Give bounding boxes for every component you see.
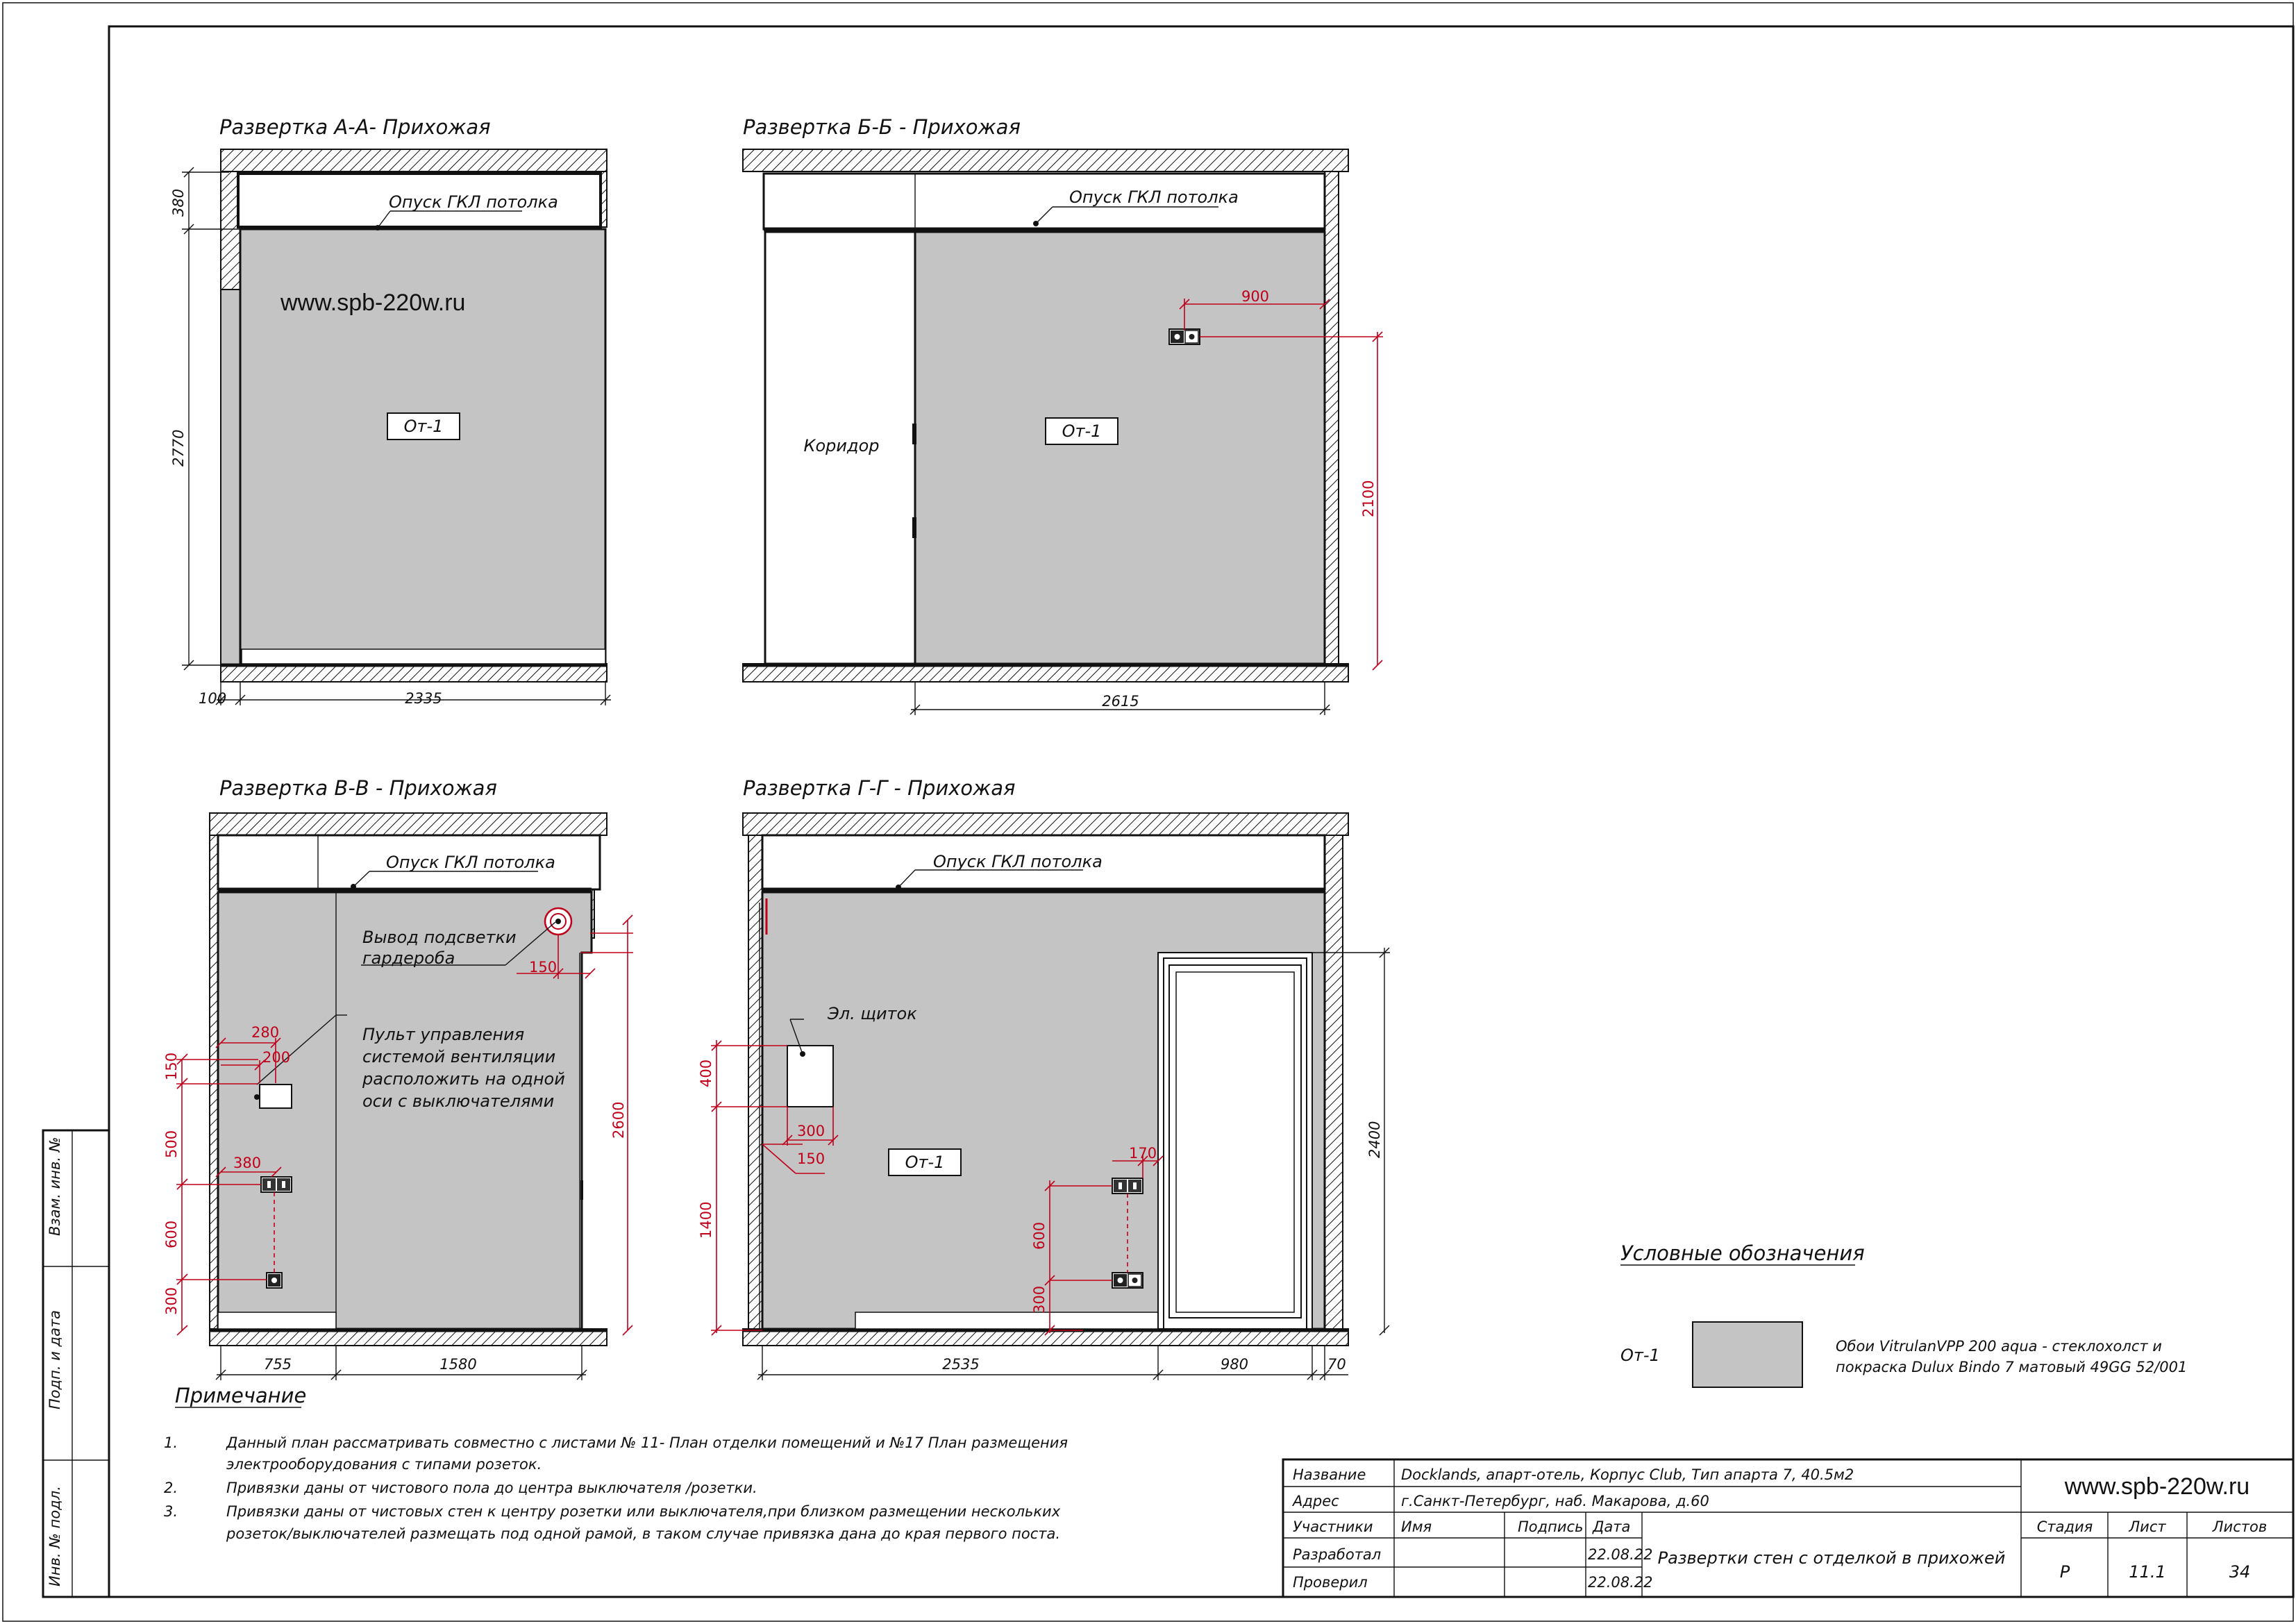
tb-sheets: 34 (2229, 1562, 2251, 1582)
view-b-title: Развертка Б-Б - Прихожая (743, 115, 1021, 139)
view-b-ceiling-drop (764, 174, 1325, 229)
view-c-panel-note-1: Пульт управления (362, 1025, 525, 1044)
view-c-switch (261, 1177, 292, 1192)
tb-sheets-label: Листов (2212, 1518, 2268, 1535)
view-b-dim-2100: 2100 (1360, 480, 1377, 517)
view-d-d (698, 776, 1390, 1380)
view-d-dim-400: 400 (698, 1059, 714, 1087)
note-1-number: 1. (164, 1434, 178, 1451)
view-c-dim-280: 280 (251, 1024, 280, 1041)
view-b-dim-2615: 2615 (1102, 693, 1139, 710)
view-d-title: Развертка Г-Г - Прихожая (743, 776, 1016, 800)
view-b-corridor-label: Коридор (803, 436, 880, 455)
view-d-dim-2535: 2535 (942, 1356, 980, 1373)
view-c-c (163, 776, 633, 1380)
view-a-dim-380: 380 (170, 188, 187, 217)
title-block (1283, 1459, 2293, 1597)
view-c-ventilation-panel (260, 1085, 292, 1108)
legend-title: Условные обозначения (1620, 1241, 1865, 1265)
note-3-number: 3. (164, 1503, 178, 1520)
tb-participants: Участники (1293, 1518, 1373, 1535)
view-c-dim-755: 755 (263, 1356, 292, 1373)
view-c-title: Развертка В-В - Прихожая (219, 776, 497, 800)
view-c-socket (267, 1273, 282, 1288)
tb-stage-label: Стадия (2036, 1518, 2093, 1535)
view-c-dim-500: 500 (163, 1130, 180, 1158)
note-1-line-2: электрооборудования с типами розеток. (226, 1456, 542, 1473)
view-d-ceiling-label: Опуск ГКЛ потолка (933, 852, 1103, 871)
view-a-ceiling-label: Опуск ГКЛ потолка (389, 192, 558, 212)
view-b-ceiling-label: Опуск ГКЛ потолка (1069, 187, 1239, 207)
tb-name-label: Название (1293, 1466, 1366, 1483)
legend-code: От-1 (1620, 1346, 1660, 1365)
view-c-panel-note-4: оси с выключателями (362, 1091, 555, 1111)
view-c-dim-150-top: 150 (529, 959, 558, 976)
view-a-dim-100: 100 (199, 690, 227, 707)
view-a-dim-2335: 2335 (405, 690, 442, 707)
stamp-sign-label: Подп. и дата (47, 1309, 63, 1409)
tb-address-value: г.Санкт-Петербург, наб. Макарова, д.60 (1401, 1493, 1709, 1509)
view-d-dim-300b: 300 (1031, 1285, 1048, 1314)
tb-checked-date: 22.08.22 (1588, 1574, 1653, 1591)
stamp-inv-label: Инв. № подл. (47, 1486, 63, 1587)
tb-stage: Р (2059, 1562, 2070, 1582)
tb-developed-date: 22.08.22 (1588, 1546, 1653, 1563)
view-d-dim-70: 70 (1327, 1356, 1346, 1373)
view-c-dim-2600: 2600 (610, 1101, 627, 1139)
view-c-dim-1580: 1580 (439, 1356, 477, 1373)
view-d-switch (1112, 1178, 1143, 1194)
view-c-ceiling-label: Опуск ГКЛ потолка (386, 853, 555, 872)
view-a-slab (221, 149, 607, 171)
legend-desc-1: Обои VitrulanVPP 200 aqua - стеклохолст и (1836, 1338, 2162, 1355)
view-c-light-note-1: Вывод подсветки (362, 928, 517, 947)
side-stamp (43, 1130, 109, 1597)
view-d-socket (1112, 1273, 1143, 1288)
note-2-number: 2. (164, 1480, 178, 1496)
view-c-dim-200: 200 (262, 1049, 291, 1066)
tb-sheet-title: Развертки стен с отделкой в прихожей (1657, 1548, 2006, 1568)
view-a-a (170, 115, 611, 707)
view-b-b (743, 115, 1383, 715)
view-d-dim-2400: 2400 (1366, 1121, 1383, 1158)
view-d-electrical-panel (787, 1046, 833, 1107)
view-c-dim-300: 300 (163, 1287, 180, 1315)
view-b-finish-code: От-1 (1062, 421, 1102, 441)
view-d-dim-1400: 1400 (698, 1201, 714, 1239)
view-c-light-note-2: гардероба (362, 948, 455, 968)
tb-checked: Проверил (1293, 1574, 1368, 1591)
view-a-title: Развертка А-А- Прихожая (219, 115, 491, 139)
note-3-line-1: Привязки даны от чистовых стен к центру розетки или выключателя,при близком размещении нескольких (226, 1503, 1061, 1520)
tb-sheet: 11.1 (2129, 1562, 2166, 1582)
notes-title: Примечание (175, 1384, 307, 1407)
tb-url: www.spb-220w.ru (2064, 1473, 2250, 1500)
tb-address-label: Адрес (1293, 1493, 1339, 1509)
view-d-dim-600: 600 (1031, 1221, 1048, 1250)
note-3-line-2: розеток/выключателей размещать под одной рамой, в таком случае привязка дана до края первого поста. (226, 1525, 1061, 1542)
tb-developed: Разработал (1293, 1546, 1382, 1563)
view-c-dim-380: 380 (233, 1155, 262, 1171)
notes (164, 1384, 1068, 1542)
view-c-panel-note-2: системой вентиляции (362, 1047, 556, 1066)
view-a-dim-2770: 2770 (170, 429, 187, 467)
view-b-right-wall (1325, 171, 1339, 664)
view-b-dim-900: 900 (1241, 288, 1270, 305)
legend-swatch (1693, 1322, 1802, 1387)
view-d-dim-300: 300 (797, 1123, 826, 1139)
note-2-line-1: Привязки даны от чистового пола до центра выключателя /розетки. (226, 1480, 757, 1496)
view-d-dim-150: 150 (797, 1150, 826, 1167)
view-c-dim-600: 600 (163, 1220, 180, 1248)
watermark-url: www.spb-220w.ru (280, 290, 466, 316)
tb-col-name: Имя (1401, 1518, 1432, 1535)
view-d-panel-label: Эл. щиток (828, 1004, 917, 1023)
tb-col-sign: Подпись (1518, 1518, 1584, 1535)
view-d-dim-170: 170 (1129, 1145, 1157, 1162)
view-d-dim-980: 980 (1220, 1356, 1249, 1373)
view-b-socket (1169, 329, 1200, 344)
view-c-panel-note-3: расположить на одной (362, 1069, 565, 1089)
view-c-dim-150: 150 (163, 1052, 180, 1080)
tb-sheet-label: Лист (2129, 1518, 2166, 1535)
view-d-finish-code: От-1 (905, 1153, 945, 1172)
stamp-replace-label: Взам. инв. № (47, 1137, 63, 1236)
note-1-line-1: Данный план рассматривать совместно с листами № 11- План отделки помещений и №17 План размещения (226, 1434, 1069, 1451)
legend (1620, 1241, 2187, 1387)
view-a-finish-code: От-1 (403, 417, 444, 436)
tb-name-value: Docklands, апарт-отель, Корпус Club, Тип апарта 7, 40.5м2 (1401, 1466, 1854, 1483)
tb-col-date: Дата (1593, 1518, 1631, 1535)
legend-desc-2: покраска Dulux Bindo 7 матовый 49GG 52/001 (1836, 1359, 2188, 1375)
